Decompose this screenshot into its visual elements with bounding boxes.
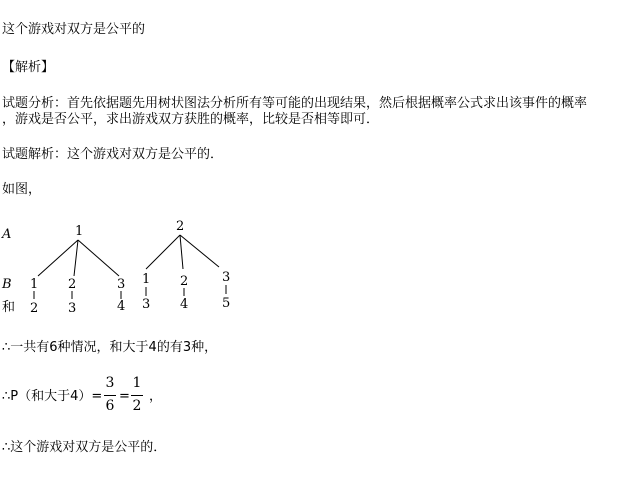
- tree2-root: 2: [176, 219, 185, 234]
- tree1-sum-2: 3: [68, 301, 77, 316]
- fraction2-bar: [131, 395, 143, 396]
- analysis-text-line2: ，游戏是否公平，求出游戏双方获胜的概率，比较是否相等即可．: [2, 112, 380, 127]
- fraction1-bar: [104, 395, 116, 396]
- fraction1-numerator: 3: [105, 375, 115, 391]
- row-label-a: A: [2, 227, 12, 242]
- answer-line: 这个游戏对双方是公平的: [2, 22, 146, 37]
- tree2-b-1: 1: [142, 272, 151, 287]
- tree2-branch-mid: [180, 235, 183, 269]
- tree2-sum-1: 3: [142, 297, 151, 312]
- row-label-sum: 和: [2, 300, 16, 315]
- tree1-branch-right: [78, 240, 119, 276]
- probability-suffix: ，: [149, 389, 163, 404]
- fraction2-numerator: 1: [132, 375, 142, 391]
- tree1-sum-3: 4: [117, 299, 126, 314]
- tree1-b-3: 3: [117, 277, 126, 292]
- analysis-text-line1: 试题分析：首先依据题先用树状图法分析所有等可能的出现结果，然后根据概率公式求出该事件的概率: [2, 96, 588, 111]
- analysis-heading: 【解析】: [2, 60, 55, 75]
- fraction1-denominator: 6: [105, 398, 115, 414]
- tree1-b-2: 2: [68, 277, 77, 292]
- tree1-branch-mid: [74, 240, 78, 276]
- count-line: ∴一共有6种情况，和大于4的有3种，: [2, 340, 218, 355]
- tree1-sum-1: 2: [30, 301, 39, 316]
- probability-prefix: ∴P（和大于4）=: [2, 389, 103, 404]
- tree1-root: 1: [75, 224, 84, 239]
- equals-sign: =: [119, 389, 130, 404]
- tree2-branch-left: [146, 235, 180, 269]
- solution-line: 试题解析：这个游戏对双方是公平的．: [2, 147, 224, 162]
- tree1-b-1: 1: [30, 277, 39, 292]
- conclusion-line: ∴这个游戏对双方是公平的．: [2, 440, 167, 455]
- fraction2-denominator: 2: [132, 398, 142, 414]
- row-label-b: B: [2, 277, 12, 292]
- tree2-sum-3: 5: [222, 296, 231, 311]
- tree2-branch-right: [180, 235, 219, 267]
- tree2-sum-2: 4: [180, 297, 189, 312]
- figure-intro: 如图，: [2, 182, 42, 197]
- tree1-branch-left: [38, 240, 78, 276]
- tree2-b-3: 3: [222, 270, 231, 285]
- tree2-b-2: 2: [180, 274, 189, 289]
